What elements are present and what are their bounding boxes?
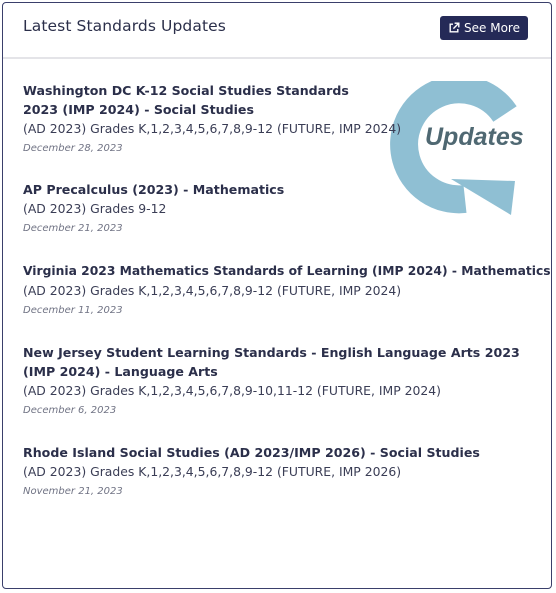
update-grades: (AD 2023) Grades K,1,2,3,4,5,6,7,8,9-12 (FUTURE, IMP 2026) — [23, 464, 402, 479]
update-date: November 21, 2023 — [23, 486, 123, 497]
update-date: December 21, 2023 — [23, 223, 123, 234]
update-item — [23, 180, 538, 236]
update-date: December 6, 2023 — [23, 405, 117, 416]
update-title-link[interactable]: AP Precalculus (2023) - Mathematics — [23, 182, 285, 197]
update-item — [23, 81, 538, 156]
update-grades: (AD 2023) Grades K,1,2,3,4,5,6,7,8,9-12 (FUTURE, IMP 2024) — [23, 121, 402, 136]
see-more-button[interactable] — [440, 16, 528, 40]
see-more-label: See More — [464, 21, 520, 35]
update-title-link[interactable]: New Jersey Student Learning Standards - English Language Arts 2023 (IMP 2024) - Language Arts — [23, 345, 520, 379]
update-title-link[interactable]: Washington DC K-12 Social Studies Standards 2023 (IMP 2024) - Social Studies — [23, 83, 349, 117]
card-title: Latest Standards Updates — [23, 17, 226, 35]
card-header — [3, 3, 551, 59]
update-item — [23, 443, 538, 499]
update-title-link[interactable]: Virginia 2023 Mathematics Standards of Learning (IMP 2024) - Mathematics — [23, 264, 551, 278]
update-grades: (AD 2023) Grades K,1,2,3,4,5,6,7,8,9-12 (FUTURE, IMP 2024) — [23, 283, 402, 298]
update-title-link[interactable]: Rhode Island Social Studies (AD 2023/IMP 2026) - Social Studies — [23, 445, 480, 460]
update-item — [23, 262, 551, 318]
external-link-icon — [448, 22, 460, 34]
standards-updates-card — [2, 2, 552, 589]
update-item — [23, 343, 538, 418]
update-date: December 11, 2023 — [23, 305, 123, 316]
update-grades: (AD 2023) Grades K,1,2,3,4,5,6,7,8,9-10,11-12 (FUTURE, IMP 2024) — [23, 383, 442, 398]
update-date: December 28, 2023 — [23, 143, 123, 154]
logo-text: Updates — [425, 123, 524, 151]
update-grades: (AD 2023) Grades 9-12 — [23, 201, 167, 216]
